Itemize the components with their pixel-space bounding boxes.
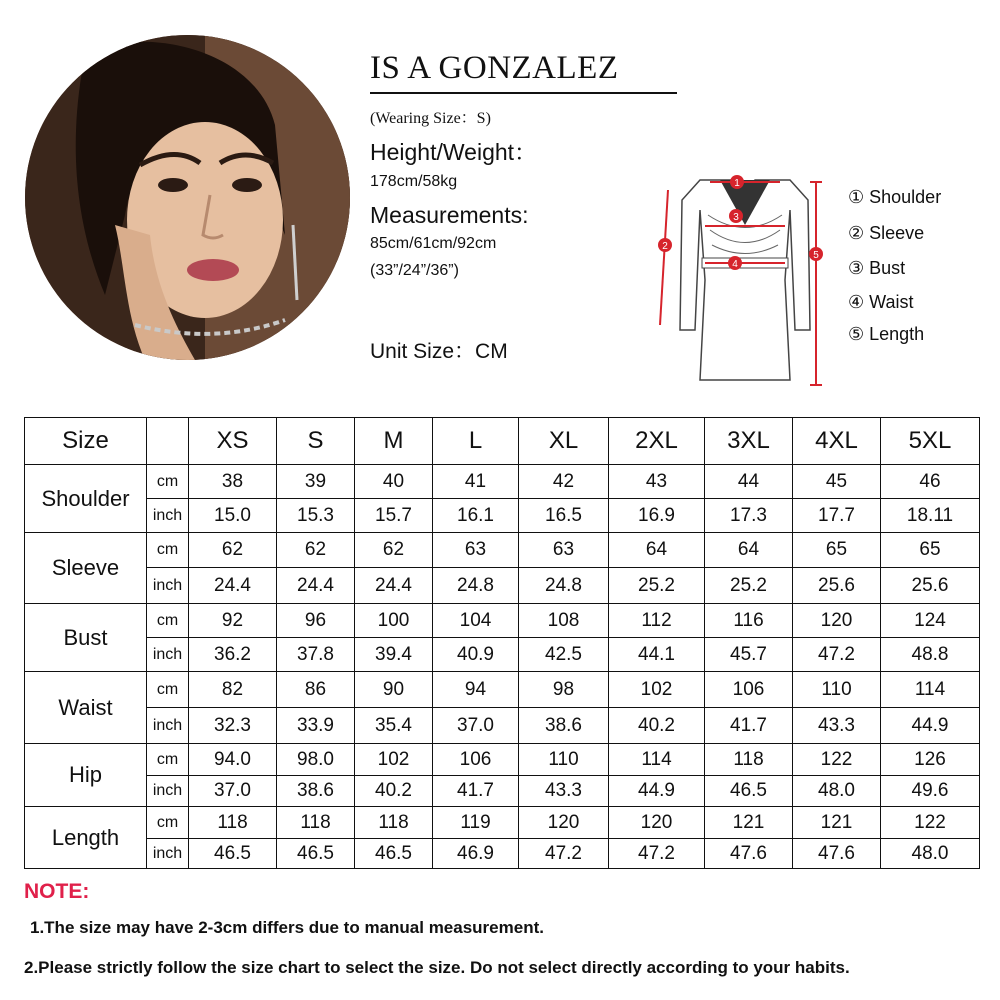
table-cell: 41 <box>433 465 519 499</box>
table-cell: 118 <box>705 744 793 776</box>
brand-name: IS A GONZALEZ <box>370 50 619 86</box>
measurement-name: Waist <box>25 672 147 744</box>
unit-label: inch <box>147 499 189 533</box>
table-cell: 124 <box>881 604 980 638</box>
legend-waist: ④ Waist <box>848 292 914 312</box>
table-cell: 114 <box>881 672 980 708</box>
table-cell: 112 <box>609 604 705 638</box>
table-cell: 102 <box>355 744 433 776</box>
table-cell: 25.6 <box>881 568 980 604</box>
table-cell: 82 <box>189 672 277 708</box>
unit-label: cm <box>147 672 189 708</box>
table-cell: 121 <box>705 807 793 839</box>
size-l: L <box>433 418 519 465</box>
table-cell: 43.3 <box>519 776 609 807</box>
table-cell: 40.2 <box>355 776 433 807</box>
table-cell: 32.3 <box>189 708 277 744</box>
table-cell: 42.5 <box>519 638 609 672</box>
table-cell: 40 <box>355 465 433 499</box>
table-cell: 100 <box>355 604 433 638</box>
table-cell: 47.6 <box>705 839 793 869</box>
table-cell: 62 <box>355 533 433 568</box>
table-cell: 37.0 <box>189 776 277 807</box>
wearing-size: (Wearing Size：S) <box>370 110 491 127</box>
table-cell: 24.8 <box>433 568 519 604</box>
table-cell: 106 <box>433 744 519 776</box>
table-row <box>25 568 980 604</box>
table-cell: 120 <box>793 604 881 638</box>
table-row <box>25 708 980 744</box>
table-body <box>25 465 980 869</box>
table-cell: 118 <box>189 807 277 839</box>
table-cell: 46.5 <box>355 839 433 869</box>
table-cell: 98 <box>519 672 609 708</box>
table-cell: 37.8 <box>277 638 355 672</box>
table-cell: 40.9 <box>433 638 519 672</box>
marker-2-label: 2 <box>662 241 668 252</box>
table-cell: 65 <box>881 533 980 568</box>
unit-header-blank <box>147 418 189 465</box>
height-weight-label: Height/Weight： <box>370 139 538 165</box>
table-cell: 16.9 <box>609 499 705 533</box>
table-header-row <box>25 418 980 465</box>
table-cell: 63 <box>433 533 519 568</box>
table-cell: 65 <box>793 533 881 568</box>
table-cell: 24.4 <box>277 568 355 604</box>
table-cell: 46.5 <box>189 839 277 869</box>
table-cell: 126 <box>881 744 980 776</box>
marker-5-label: 5 <box>813 250 819 261</box>
table-cell: 45.7 <box>705 638 793 672</box>
unit-label: inch <box>147 638 189 672</box>
legend-shoulder: ① Shoulder <box>848 187 942 207</box>
table-cell: 15.0 <box>189 499 277 533</box>
table-cell: 25.2 <box>609 568 705 604</box>
size-3xl: 3XL <box>705 418 793 465</box>
unit-label: inch <box>147 568 189 604</box>
table-cell: 40.2 <box>609 708 705 744</box>
table-cell: 116 <box>705 604 793 638</box>
sleeve-line <box>660 190 668 325</box>
unit-label: inch <box>147 776 189 807</box>
legend-length: ⑤ Length <box>848 324 925 344</box>
table-cell: 24.4 <box>355 568 433 604</box>
table-cell: 121 <box>793 807 881 839</box>
table-cell: 33.9 <box>277 708 355 744</box>
measurements-cm: 85cm/61cm/92cm <box>370 235 497 252</box>
table-cell: 17.7 <box>793 499 881 533</box>
table-cell: 62 <box>189 533 277 568</box>
size-chart-table <box>24 417 980 869</box>
table-cell: 39 <box>277 465 355 499</box>
table-cell: 110 <box>793 672 881 708</box>
table-row <box>25 604 980 638</box>
table-cell: 44 <box>705 465 793 499</box>
measurements-label: Measurements: <box>370 202 529 228</box>
table-cell: 18.11 <box>881 499 980 533</box>
dress-measurement-diagram <box>650 170 840 390</box>
table-cell: 15.7 <box>355 499 433 533</box>
unit-label: cm <box>147 744 189 776</box>
size-header: Size <box>25 418 147 465</box>
unit-label: cm <box>147 533 189 568</box>
table-cell: 94 <box>433 672 519 708</box>
table-cell: 114 <box>609 744 705 776</box>
table-cell: 38.6 <box>277 776 355 807</box>
table-cell: 42 <box>519 465 609 499</box>
measurement-name: Sleeve <box>25 533 147 604</box>
table-cell: 24.8 <box>519 568 609 604</box>
table-cell: 38 <box>189 465 277 499</box>
table-cell: 110 <box>519 744 609 776</box>
table-cell: 48.0 <box>881 839 980 869</box>
table-cell: 16.1 <box>433 499 519 533</box>
table-cell: 47.2 <box>519 839 609 869</box>
table-row <box>25 672 980 708</box>
table-cell: 17.3 <box>705 499 793 533</box>
table-cell: 37.0 <box>433 708 519 744</box>
unit-size: Unit Size：CM <box>370 340 508 363</box>
table-cell: 48.0 <box>793 776 881 807</box>
table-cell: 49.6 <box>881 776 980 807</box>
marker-4-label: 4 <box>732 259 738 270</box>
table-cell: 47.6 <box>793 839 881 869</box>
table-cell: 41.7 <box>705 708 793 744</box>
note-item-2: 2.Please strictly follow the size chart to select the size. Do not select directly according to your habits. <box>24 958 850 977</box>
table-cell: 35.4 <box>355 708 433 744</box>
table-cell: 43 <box>609 465 705 499</box>
table-cell: 96 <box>277 604 355 638</box>
table-cell: 39.4 <box>355 638 433 672</box>
size-xl: XL <box>519 418 609 465</box>
table-cell: 104 <box>433 604 519 638</box>
table-cell: 90 <box>355 672 433 708</box>
table-cell: 98.0 <box>277 744 355 776</box>
measurement-name: Length <box>25 807 147 869</box>
table-cell: 44.9 <box>881 708 980 744</box>
unit-label: inch <box>147 708 189 744</box>
table-cell: 64 <box>609 533 705 568</box>
unit-label: cm <box>147 807 189 839</box>
height-weight-value: 178cm/58kg <box>370 173 458 190</box>
model-photo <box>25 35 350 360</box>
table-cell: 46.9 <box>433 839 519 869</box>
size-4xl: 4XL <box>793 418 881 465</box>
table-cell: 47.2 <box>793 638 881 672</box>
table-cell: 24.4 <box>189 568 277 604</box>
table-cell: 86 <box>277 672 355 708</box>
table-cell: 118 <box>277 807 355 839</box>
legend-sleeve: ② Sleeve <box>848 223 925 243</box>
model-portrait-illustration <box>25 35 350 360</box>
measurement-name: Bust <box>25 604 147 672</box>
table-cell: 46.5 <box>705 776 793 807</box>
size-m: M <box>355 418 433 465</box>
table-cell: 45 <box>793 465 881 499</box>
table-cell: 44.1 <box>609 638 705 672</box>
table-cell: 120 <box>609 807 705 839</box>
table-row <box>25 533 980 568</box>
table-row <box>25 465 980 499</box>
note-title: NOTE: <box>24 880 90 903</box>
table-row <box>25 638 980 672</box>
legend-bust: ③ Bust <box>848 258 906 278</box>
table-cell: 44.9 <box>609 776 705 807</box>
brand-underline <box>370 92 677 94</box>
table-cell: 102 <box>609 672 705 708</box>
table-cell: 64 <box>705 533 793 568</box>
size-5xl: 5XL <box>881 418 980 465</box>
table-cell: 16.5 <box>519 499 609 533</box>
table-cell: 122 <box>793 744 881 776</box>
table-row <box>25 807 980 839</box>
table-cell: 15.3 <box>277 499 355 533</box>
table-row <box>25 839 980 869</box>
table-cell: 108 <box>519 604 609 638</box>
note-item-1: 1.The size may have 2-3cm differs due to manual measurement. <box>30 918 544 937</box>
unit-label: cm <box>147 465 189 499</box>
table-row <box>25 744 980 776</box>
measurements-inch: (33”/24”/36”) <box>370 262 459 279</box>
marker-1-label: 1 <box>734 178 740 189</box>
table-cell: 92 <box>189 604 277 638</box>
table-cell: 94.0 <box>189 744 277 776</box>
table-cell: 25.6 <box>793 568 881 604</box>
table-cell: 46.5 <box>277 839 355 869</box>
table-cell: 38.6 <box>519 708 609 744</box>
table-cell: 119 <box>433 807 519 839</box>
table-cell: 25.2 <box>705 568 793 604</box>
table-cell: 122 <box>881 807 980 839</box>
table-cell: 118 <box>355 807 433 839</box>
table-cell: 36.2 <box>189 638 277 672</box>
table-cell: 63 <box>519 533 609 568</box>
table-cell: 43.3 <box>793 708 881 744</box>
table-cell: 41.7 <box>433 776 519 807</box>
marker-3-label: 3 <box>733 212 739 223</box>
table-cell: 48.8 <box>881 638 980 672</box>
size-xs: XS <box>189 418 277 465</box>
table-row <box>25 499 980 533</box>
unit-label: cm <box>147 604 189 638</box>
table-cell: 46 <box>881 465 980 499</box>
table-cell: 120 <box>519 807 609 839</box>
measurement-name: Hip <box>25 744 147 807</box>
size-s: S <box>277 418 355 465</box>
table-cell: 47.2 <box>609 839 705 869</box>
table-cell: 62 <box>277 533 355 568</box>
measurement-name: Shoulder <box>25 465 147 533</box>
table-cell: 106 <box>705 672 793 708</box>
size-2xl: 2XL <box>609 418 705 465</box>
table-row <box>25 776 980 807</box>
unit-label: inch <box>147 839 189 869</box>
